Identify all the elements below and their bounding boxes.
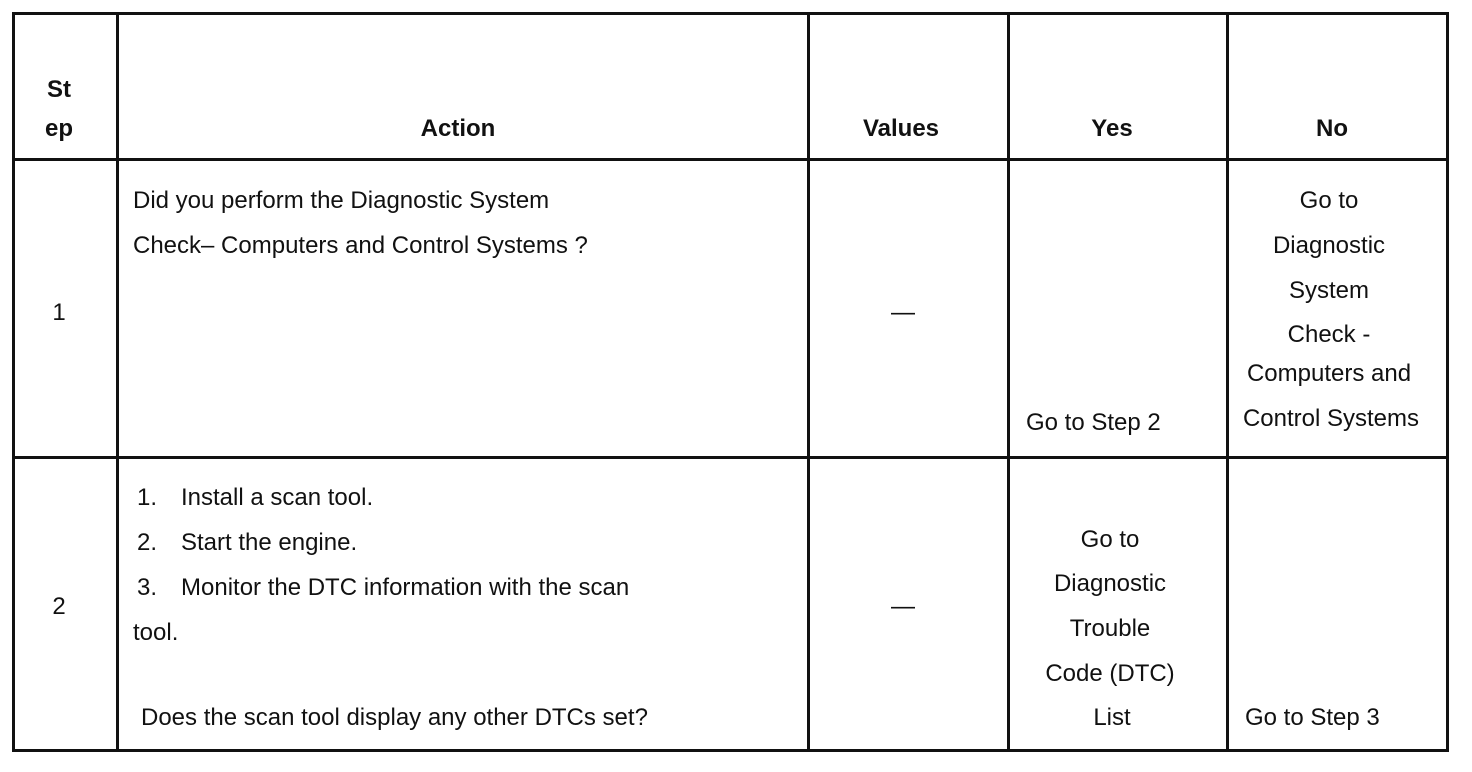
row2-step: 2 xyxy=(52,593,66,620)
row1-value: — xyxy=(891,299,915,326)
header-action: Action xyxy=(420,115,496,142)
row2-yes-line1: Go to xyxy=(1080,526,1140,553)
row2-value: — xyxy=(891,593,915,620)
row1-no-line2: Diagnostic xyxy=(1272,232,1386,259)
col-divider-2 xyxy=(807,15,810,749)
row1-no-line1: Go to xyxy=(1299,187,1359,214)
header-step-line2: ep xyxy=(44,115,74,142)
row2-yes-line4: Code (DTC) xyxy=(1045,660,1175,687)
header-step-line1: St xyxy=(47,76,71,103)
row1-action-line2: Check– Computers and Control Systems ? xyxy=(133,232,588,259)
row2-list-text-1: Install a scan tool. xyxy=(181,484,374,511)
diagnostic-table xyxy=(12,12,1449,752)
row1-step: 1 xyxy=(52,299,66,326)
row2-action-continuation: tool. xyxy=(133,619,179,646)
row2-yes-line5: List xyxy=(1093,704,1131,731)
row2-action-question: Does the scan tool display any other DTCs set? xyxy=(141,704,648,731)
row1-no-line4: Check - xyxy=(1287,321,1371,348)
row2-list-text-2: Start the engine. xyxy=(181,529,358,556)
row2-yes-line2: Diagnostic xyxy=(1053,570,1167,597)
row2-no: Go to Step 3 xyxy=(1245,704,1380,731)
header-values: Values xyxy=(862,115,940,142)
header-divider xyxy=(15,158,1446,161)
row2-list-num-2: 2. xyxy=(137,529,158,556)
header-yes: Yes xyxy=(1091,115,1133,142)
header-no: No xyxy=(1316,115,1348,142)
row1-no-line6: Control Systems xyxy=(1242,405,1420,432)
row1-no-line3: System xyxy=(1288,277,1370,304)
col-divider-3 xyxy=(1007,15,1010,749)
row2-list-text-3: Monitor the DTC information with the scan xyxy=(181,574,630,601)
row2-list-num-3: 3. xyxy=(137,574,158,601)
row1-yes: Go to Step 2 xyxy=(1026,409,1161,436)
row2-yes-line3: Trouble xyxy=(1069,615,1151,642)
row-divider xyxy=(15,456,1446,459)
col-divider-1 xyxy=(116,15,119,749)
row2-list-num-1: 1. xyxy=(137,484,158,511)
col-divider-4 xyxy=(1226,15,1229,749)
row1-no-line5: Computers and xyxy=(1246,360,1412,387)
row1-action-line1: Did you perform the Diagnostic System xyxy=(133,187,550,214)
